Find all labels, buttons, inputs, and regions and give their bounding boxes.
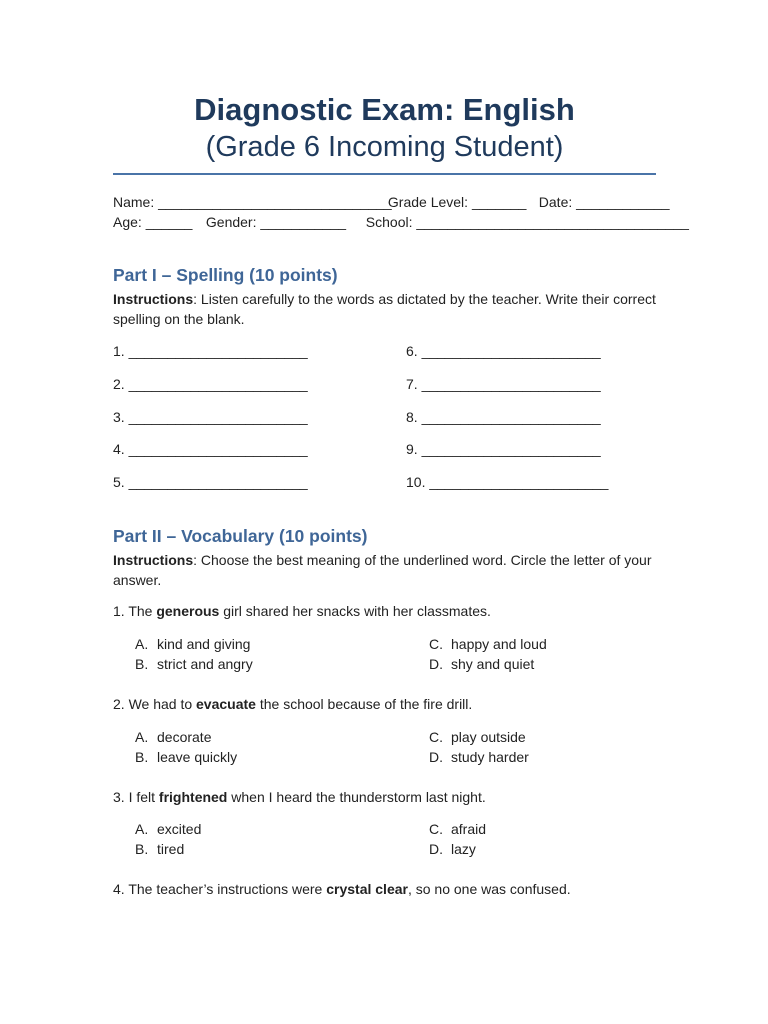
target-word: evacuate <box>196 696 256 712</box>
question-text: the school because of the fire drill. <box>255 696 473 712</box>
target-word: generous <box>156 603 220 619</box>
question-text: when I heard the thunderstorm last night. <box>227 789 486 805</box>
spelling-item-6[interactable]: 6. _______________________ <box>406 343 601 359</box>
spelling-item-1[interactable]: 1. _______________________ <box>113 343 308 359</box>
question-text: 1. The <box>113 603 157 619</box>
instructions-text: : Listen carefully to the words as dictated by the teacher. Write their correct spelling on the blank. <box>113 291 656 327</box>
option-letter[interactable]: C. <box>429 636 443 652</box>
option-letter[interactable]: C. <box>429 729 443 745</box>
option-3b[interactable] <box>135 841 184 857</box>
option-2a[interactable] <box>135 729 211 745</box>
question-3 <box>113 789 486 805</box>
option-text: leave quickly <box>157 749 238 765</box>
option-1a[interactable] <box>135 636 250 652</box>
option-letter[interactable]: A. <box>135 729 149 745</box>
option-1b[interactable] <box>135 656 253 672</box>
age-field[interactable]: Age: ______ <box>113 214 193 230</box>
part1-instructions <box>113 289 656 329</box>
exam-title: Diagnostic Exam: English <box>194 92 575 127</box>
option-2c[interactable] <box>429 729 526 745</box>
option-text: decorate <box>157 729 212 745</box>
question-text: 3. I felt <box>113 789 159 805</box>
option-letter[interactable]: B. <box>135 749 149 765</box>
spelling-item-7[interactable]: 7. _______________________ <box>406 376 601 392</box>
option-1c[interactable] <box>429 636 547 652</box>
option-text: play outside <box>451 729 526 745</box>
option-text: strict and angry <box>157 656 253 672</box>
spelling-item-2[interactable]: 2. _______________________ <box>113 376 308 392</box>
option-text: kind and giving <box>157 636 251 652</box>
question-4 <box>113 881 571 897</box>
spelling-item-8[interactable]: 8. _______________________ <box>406 409 601 425</box>
option-letter[interactable]: D. <box>429 749 443 765</box>
option-letter[interactable]: D. <box>429 656 443 672</box>
part2-heading: Part II – Vocabulary (10 points) <box>113 526 368 546</box>
instructions-label: Instructions <box>113 291 194 307</box>
option-letter[interactable]: A. <box>135 636 149 652</box>
info-row-2 <box>113 214 689 230</box>
option-2b[interactable] <box>135 749 237 765</box>
school-field[interactable]: School: ___________________________________ <box>365 214 689 230</box>
question-text: 4. The teacher’s instructions were <box>113 881 327 897</box>
grade-level-field[interactable]: Grade Level: _______ <box>387 194 527 210</box>
spelling-item-4[interactable]: 4. _______________________ <box>113 441 308 457</box>
option-letter[interactable]: B. <box>135 841 149 857</box>
option-3d[interactable] <box>429 841 476 857</box>
option-text: happy and loud <box>451 636 547 652</box>
option-text: afraid <box>451 821 487 837</box>
part2-instructions <box>113 550 656 590</box>
option-3a[interactable] <box>135 821 201 837</box>
question-text: 2. We had to <box>113 696 197 712</box>
option-text: shy and quiet <box>451 656 535 672</box>
exam-subtitle: (Grade 6 Incoming Student) <box>205 131 564 163</box>
info-row-1 <box>113 194 670 210</box>
target-word: crystal clear <box>326 881 408 897</box>
option-text: lazy <box>451 841 476 857</box>
option-text: tired <box>157 841 185 857</box>
instructions-label: Instructions <box>113 552 194 568</box>
option-1d[interactable] <box>429 656 534 672</box>
part1-heading: Part I – Spelling (10 points) <box>113 265 338 285</box>
spelling-item-10[interactable]: 10. _______________________ <box>406 474 609 490</box>
title-divider <box>113 173 656 175</box>
option-text: study harder <box>451 749 529 765</box>
spelling-item-5[interactable]: 5. _______________________ <box>113 474 308 490</box>
date-field[interactable]: Date: ____________ <box>538 194 670 210</box>
option-letter[interactable]: D. <box>429 841 443 857</box>
spelling-item-9[interactable]: 9. _______________________ <box>406 441 601 457</box>
instructions-text: : Choose the best meaning of the underlined word. Circle the letter of your answer. <box>113 552 652 588</box>
option-3c[interactable] <box>429 821 486 837</box>
question-text: , so no one was confused. <box>407 881 571 897</box>
question-text: girl shared her snacks with her classmates. <box>219 603 491 619</box>
option-letter[interactable]: A. <box>135 821 149 837</box>
target-word: frightened <box>158 789 228 805</box>
gender-field[interactable]: Gender: ___________ <box>205 214 347 230</box>
option-text: excited <box>157 821 202 837</box>
name-field[interactable]: Name: ______________________________ <box>113 194 392 210</box>
question-1 <box>113 603 491 619</box>
option-letter[interactable]: C. <box>429 821 443 837</box>
option-letter[interactable]: B. <box>135 656 149 672</box>
spelling-item-3[interactable]: 3. _______________________ <box>113 409 308 425</box>
question-2 <box>113 696 472 712</box>
option-2d[interactable] <box>429 749 529 765</box>
